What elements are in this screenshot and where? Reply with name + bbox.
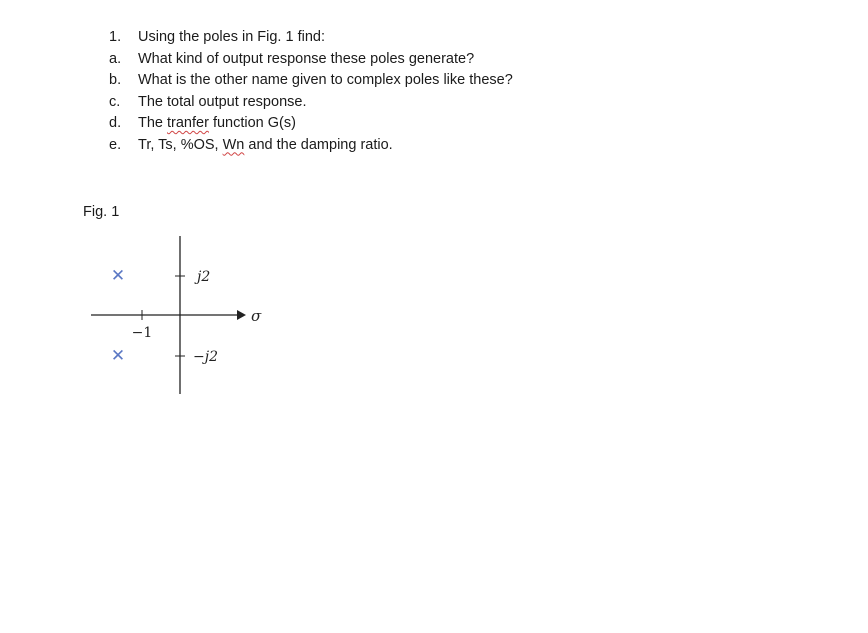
text-run: Using the poles in Fig. 1 find:	[138, 29, 325, 45]
list-marker: c.	[109, 93, 121, 110]
tick-label-upper: j2	[197, 269, 211, 285]
poles-group	[111, 266, 125, 366]
tick-label-real: −1	[131, 325, 153, 341]
question-text	[138, 135, 393, 157]
question-text	[138, 113, 296, 135]
pole-marker: ✕	[110, 346, 126, 366]
text-run: The	[138, 115, 168, 131]
text-run: What is the other name given to complex poles like these?	[138, 72, 513, 88]
pole-zero-plot	[85, 230, 285, 400]
text-run: and the damping ratio.	[244, 136, 393, 153]
tick-label-lower: −j2	[193, 349, 218, 365]
text-run: function G(s)	[208, 115, 296, 131]
sigma-label: σ	[251, 307, 262, 325]
real-axis-arrowhead	[237, 310, 246, 320]
text-run: The total output response.	[138, 93, 307, 110]
list-marker: d.	[109, 115, 122, 131]
question-text	[138, 70, 513, 92]
list-marker: e.	[109, 136, 122, 153]
question-text	[138, 49, 474, 71]
question-text	[138, 92, 306, 114]
spellcheck-word: tranfer	[167, 115, 209, 131]
text-run: Tr, Ts, %OS,	[138, 136, 223, 153]
figure-caption: Fig. 1	[83, 204, 120, 220]
pole-marker: ✕	[110, 266, 126, 286]
question-text	[138, 27, 325, 49]
spellcheck-word: Wn	[222, 136, 245, 153]
list-marker: b.	[109, 72, 122, 88]
list-marker: 1.	[109, 29, 122, 45]
list-marker: a.	[109, 50, 122, 67]
text-run: What kind of output response these poles generate?	[138, 50, 475, 67]
